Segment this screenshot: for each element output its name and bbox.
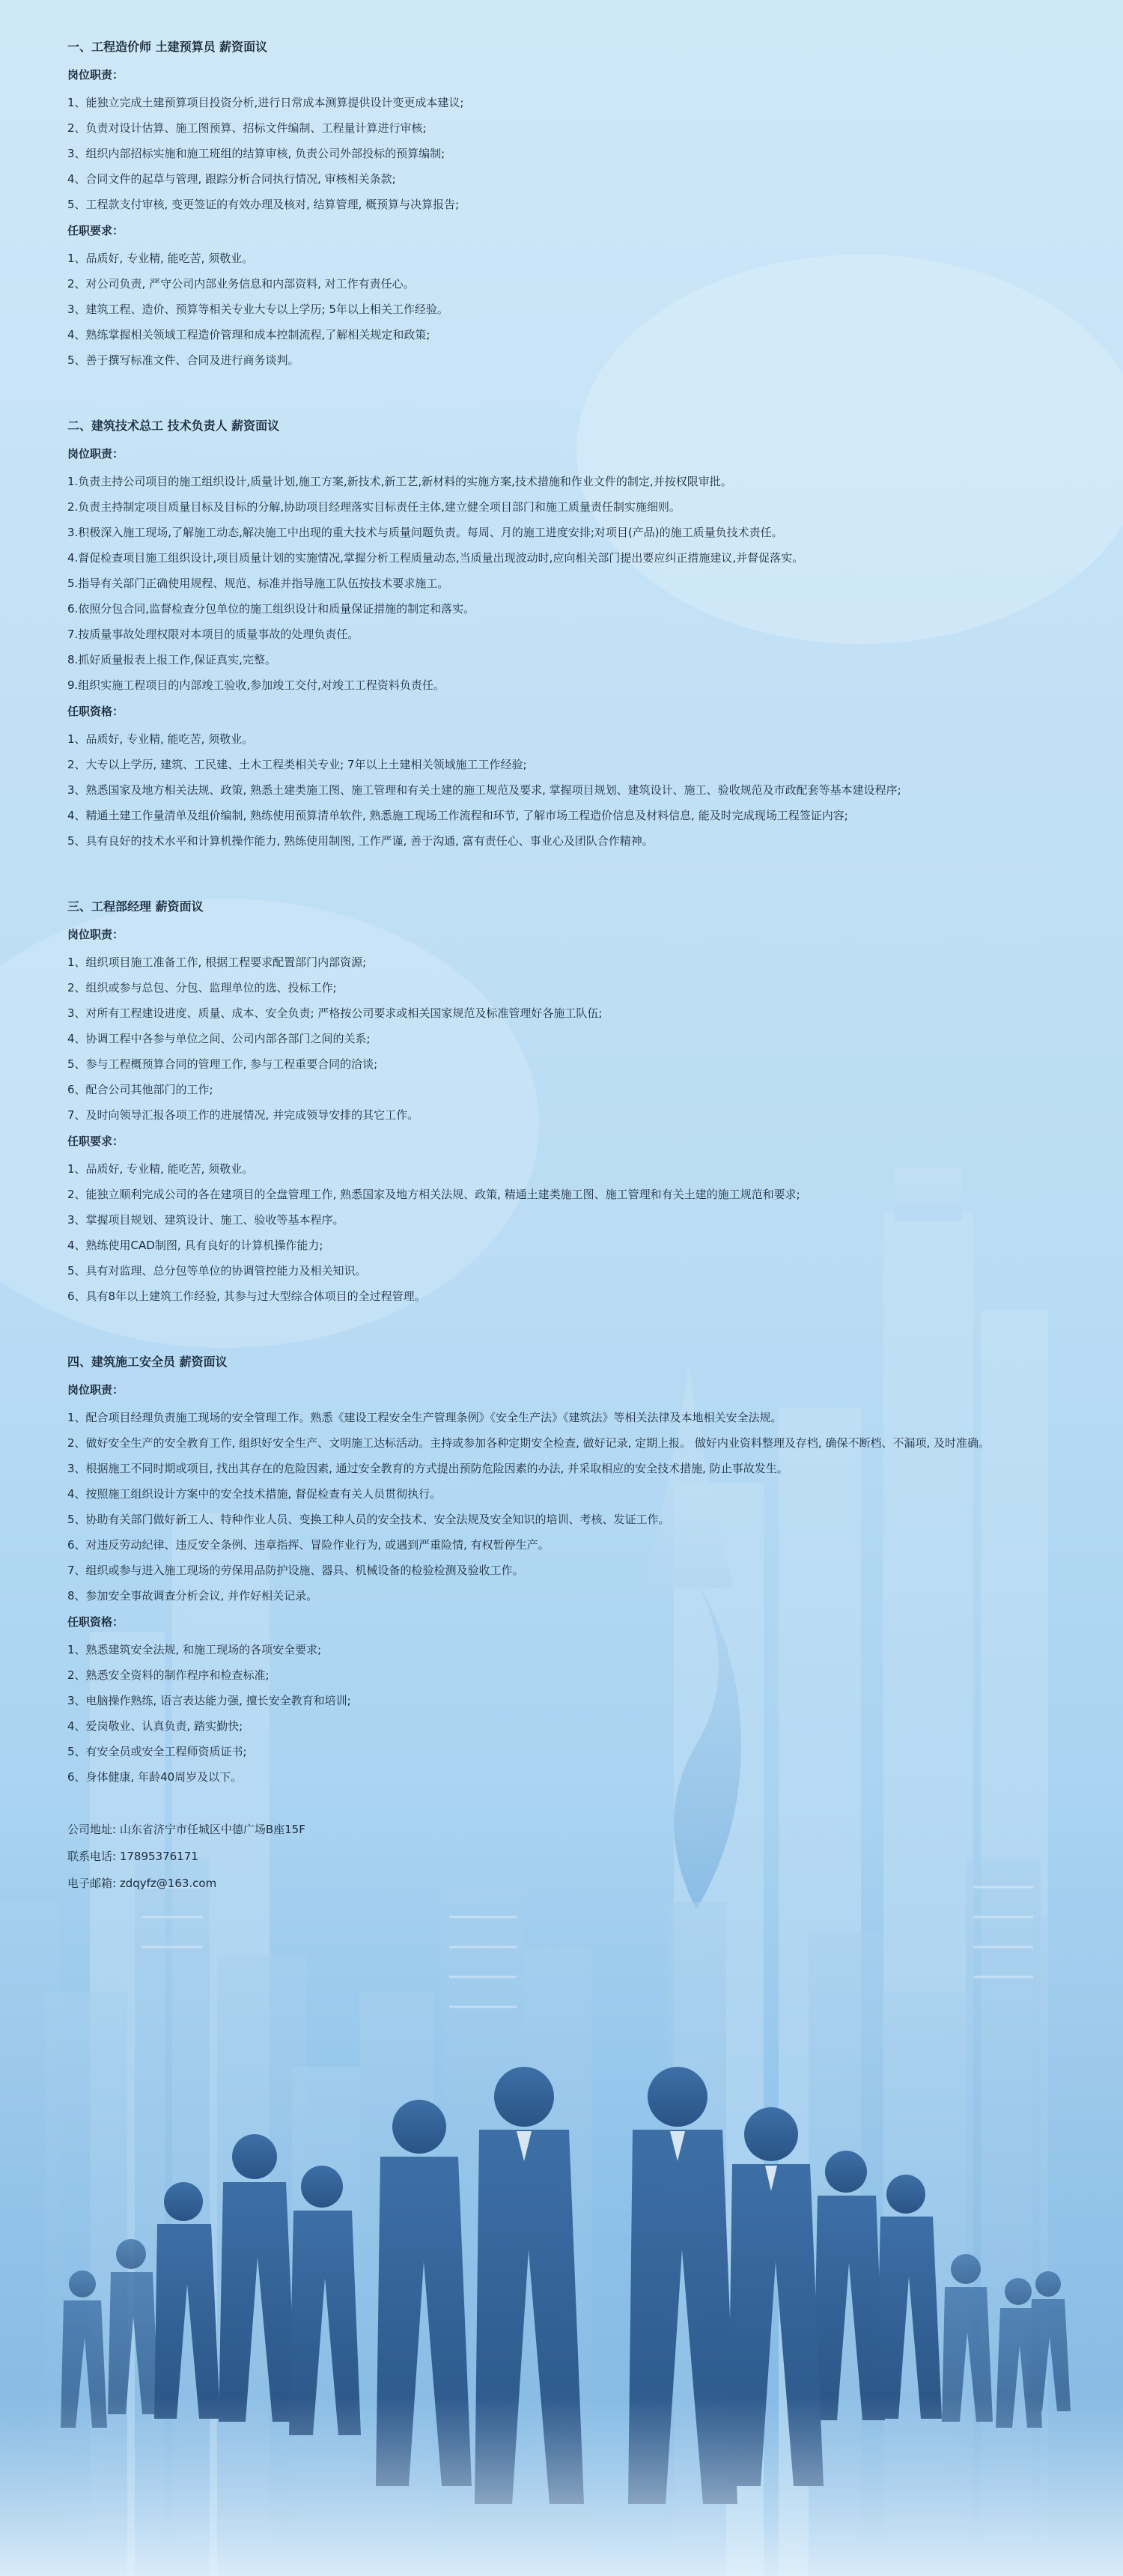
list-item: 9.组织实施工程项目的内部竣工验收,参加竣工交付,对竣工工程资料负责任。 xyxy=(67,678,445,692)
list-item: 4、协调工程中各参与单位之间、公司内部各部门之间的关系; xyxy=(67,1032,371,1045)
list-item: 1、组织项目施工准备工作, 根据工程要求配置部门内部资源; xyxy=(67,956,367,969)
list-item: 8、参加安全事故调查分析会议, 并作好相关记录。 xyxy=(67,1589,318,1603)
list-item: 3.积极深入施工现场,了解施工动态,解决施工中出现的重大技术与质量问题负责。每周、月的施工进度安排;对项目(产品)的施工质量负技术责任。 xyxy=(67,526,783,539)
job-listings xyxy=(67,39,1071,1835)
list-item: 2、熟悉安全资料的制作程序和检查标准; xyxy=(67,1668,270,1682)
list-item: 7、组织或参与进入施工现场的劳保用品防护设施、器具、机械设备的检验检测及验收工作。 xyxy=(67,1564,524,1577)
list-item: 4、按照施工组织设计方案中的安全技术措施, 督促检查有关人员贯彻执行。 xyxy=(67,1487,442,1501)
list-item: 2、负责对设计估算、施工图预算、招标文件编制、工程量计算进行审核; xyxy=(67,121,427,135)
list-item: 4、熟练掌握相关领域工程造价管理和成本控制流程,了解相关规定和政策; xyxy=(67,328,430,341)
job-title: 四、建筑施工安全员 薪资面议 xyxy=(67,1355,228,1369)
job-section-chief-engineer xyxy=(67,418,1071,854)
list-item: 1、熟悉建筑安全法规, 和施工现场的各项安全要求; xyxy=(67,1643,322,1656)
job-title: 三、工程部经理 薪资面议 xyxy=(67,899,204,914)
group-heading: 任职资格： xyxy=(67,1615,124,1629)
list-item: 1、能独立完成土建预算项目投资分析,进行日常成本测算提供设计变更成本建议; xyxy=(67,96,464,109)
list-item: 5、参与工程概预算合同的管理工作, 参与工程重要合同的洽谈; xyxy=(67,1057,378,1071)
list-item: 7、及时向领导汇报各项工作的进展情况, 并完成领导安排的其它工作。 xyxy=(67,1108,419,1122)
list-item: 1、品质好, 专业精, 能吃苦, 须敬业。 xyxy=(67,732,254,746)
list-item: 6、对违反劳动纪律、违反安全条例、违章指挥、冒险作业行为, 或遇到严重险情, 有权暂停生产。 xyxy=(67,1538,550,1552)
list-item: 3、熟悉国家及地方相关法规、政策, 熟悉土建类施工图、施工管理和有关土建的施工规范及要求, 掌握项目规划、建筑设计、施工、验收规范及市政配套等基本建设程序; xyxy=(67,783,901,797)
job-section-project-manager xyxy=(67,899,1071,1309)
group-heading: 岗位职责： xyxy=(67,928,124,941)
job-title: 二、建筑技术总工 技术负责人 薪资面议 xyxy=(67,419,280,433)
group-heading: 岗位职责： xyxy=(67,447,124,461)
list-item: 2.负责主持制定项目质量目标及目标的分解,协助项目经理落实目标责任主体,建立健全项目部门和施工质量责任制实施细则。 xyxy=(67,500,681,514)
list-item: 3、根据施工不同时期或项目, 找出其存在的危险因素, 通过安全教育的方式提出预防危险因素的办法, 并采取相应的安全技术措施, 防止事故发生。 xyxy=(67,1462,788,1475)
group-heading: 任职要求： xyxy=(67,1134,124,1148)
list-item: 3、电脑操作熟练, 语言表达能力强, 擅长安全教育和培训; xyxy=(67,1694,351,1707)
contact-phone: 联系电话: 17895376171 xyxy=(67,1850,198,1863)
list-item: 5、善于撰写标准文件、合同及进行商务谈判。 xyxy=(67,353,299,367)
job-section-cost-engineer xyxy=(67,39,1071,373)
list-item: 6.依照分包合同,监督检查分包单位的施工组织设计和质量保证措施的制定和落实。 xyxy=(67,602,475,616)
group-heading: 任职要求： xyxy=(67,224,124,237)
list-item: 4、合同文件的起草与管理, 跟踪分析合同执行情况, 审核相关条款; xyxy=(67,172,396,186)
list-item: 4、爱岗敬业、认真负责, 踏实勤快; xyxy=(67,1719,243,1733)
list-item: 3、对所有工程建设进度、质量、成本、安全负责; 严格按公司要求或相关国家规范及标准管理好各施工队伍; xyxy=(67,1006,603,1020)
group-heading: 岗位职责： xyxy=(67,68,124,82)
group-heading: 岗位职责： xyxy=(67,1383,124,1397)
list-item: 6、身体健康, 年龄40周岁及以下。 xyxy=(67,1770,243,1784)
list-item: 5、有安全员或安全工程师资质证书; xyxy=(67,1745,247,1758)
list-item: 6、配合公司其他部门的工作; xyxy=(67,1083,213,1096)
group-heading: 任职资格： xyxy=(67,705,124,718)
list-item: 5、具有对监理、总分包等单位的协调管控能力及相关知识。 xyxy=(67,1264,367,1278)
list-item: 5、协助有关部门做好新工人、特种作业人员、变换工种人员的安全技术、安全法规及安全知识的培训、考核、发证工作。 xyxy=(67,1513,670,1526)
list-item: 1、品质好, 专业精, 能吃苦, 须敬业。 xyxy=(67,252,254,265)
list-item: 3、建筑工程、造价、预算等相关专业大专以上学历; 5年以上相关工作经验。 xyxy=(67,303,448,316)
list-item: 4、熟练使用CAD制图, 具有良好的计算机操作能力; xyxy=(67,1239,323,1252)
list-item: 4、精通土建工作量清单及组价编制, 熟练使用预算清单软件, 熟悉施工现场工作流程和环节, 了解市场工程造价信息及材料信息, 能及时完成现场工程签证内容; xyxy=(67,809,848,822)
list-item: 1、品质好, 专业精, 能吃苦, 须敬业。 xyxy=(67,1162,254,1176)
list-item: 2、能独立顺利完成公司的各在建项目的全盘管理工作, 熟悉国家及地方相关法规、政策, 精通土建类施工图、施工管理和有关土建的施工规范和要求; xyxy=(67,1188,800,1201)
contact-info xyxy=(67,1816,305,1897)
list-item: 4.督促检查项目施工组织设计,项目质量计划的实施情况,掌握分析工程质量动态,当质量出现波动时,应向相关部门提出要应纠正措施建议,并督促落实。 xyxy=(67,551,804,565)
list-item: 5、具有良好的技术水平和计算机操作能力, 熟练使用制图, 工作严谨, 善于沟通, 富有责任心、事业心及团队合作精神。 xyxy=(67,834,654,848)
list-item: 1、配合项目经理负责施工现场的安全管理工作。熟悉《建设工程安全生产管理条例》《安全生产法》《建筑法》等相关法律及本地相关安全法规。 xyxy=(67,1411,782,1424)
list-item: 2、对公司负责, 严守公司内部业务信息和内部资料, 对工作有责任心。 xyxy=(67,277,415,291)
list-item: 2、组织或参与总包、分包、监理单位的选、投标工作; xyxy=(67,981,337,994)
company-address: 公司地址: 山东省济宁市任城区中德广场B座15F xyxy=(67,1823,305,1836)
list-item: 1.负责主持公司项目的施工组织设计,质量计划,施工方案,新技术,新工艺,新材料的实施方案,技术措施和作业文件的制定,并按权限审批。 xyxy=(67,475,732,488)
list-item: 7.按质量事故处理权限对本项目的质量事故的处理负责任。 xyxy=(67,628,359,641)
list-item: 8.抓好质量报表上报工作,保证真实,完整。 xyxy=(67,653,276,666)
contact-email: 电子邮箱: zdqyfz@163.com xyxy=(67,1877,217,1890)
list-item: 2、大专以上学历, 建筑、工民建、土木工程类相关专业; 7年以上土建相关领域施工工作经验; xyxy=(67,758,527,771)
list-item: 3、组织内部招标实施和施工班组的结算审核, 负责公司外部投标的预算编制; xyxy=(67,147,445,160)
list-item: 5.指导有关部门正确使用规程、规范、标准并指导施工队伍按技术要求施工。 xyxy=(67,577,449,590)
list-item: 6、具有8年以上建筑工作经验, 其参与过大型综合体项目的全过程管理。 xyxy=(67,1289,426,1303)
job-title: 一、工程造价师 土建预算员 薪资面议 xyxy=(67,40,268,54)
list-item: 5、工程款支付审核, 变更签证的有效办理及核对, 结算管理, 概预算与决算报告; xyxy=(67,198,460,211)
list-item: 2、做好安全生产的安全教育工作, 组织好安全生产、文明施工达标活动。主持或参加各种定期安全检查, 做好记录, 定期上报。 做好内业资料整理及存档, 确保不断档、不漏项, 及时准确。 xyxy=(67,1436,990,1450)
job-section-safety-officer xyxy=(67,1354,1071,1790)
list-item: 3、掌握项目规划、建筑设计、施工、验收等基本程序。 xyxy=(67,1213,344,1227)
